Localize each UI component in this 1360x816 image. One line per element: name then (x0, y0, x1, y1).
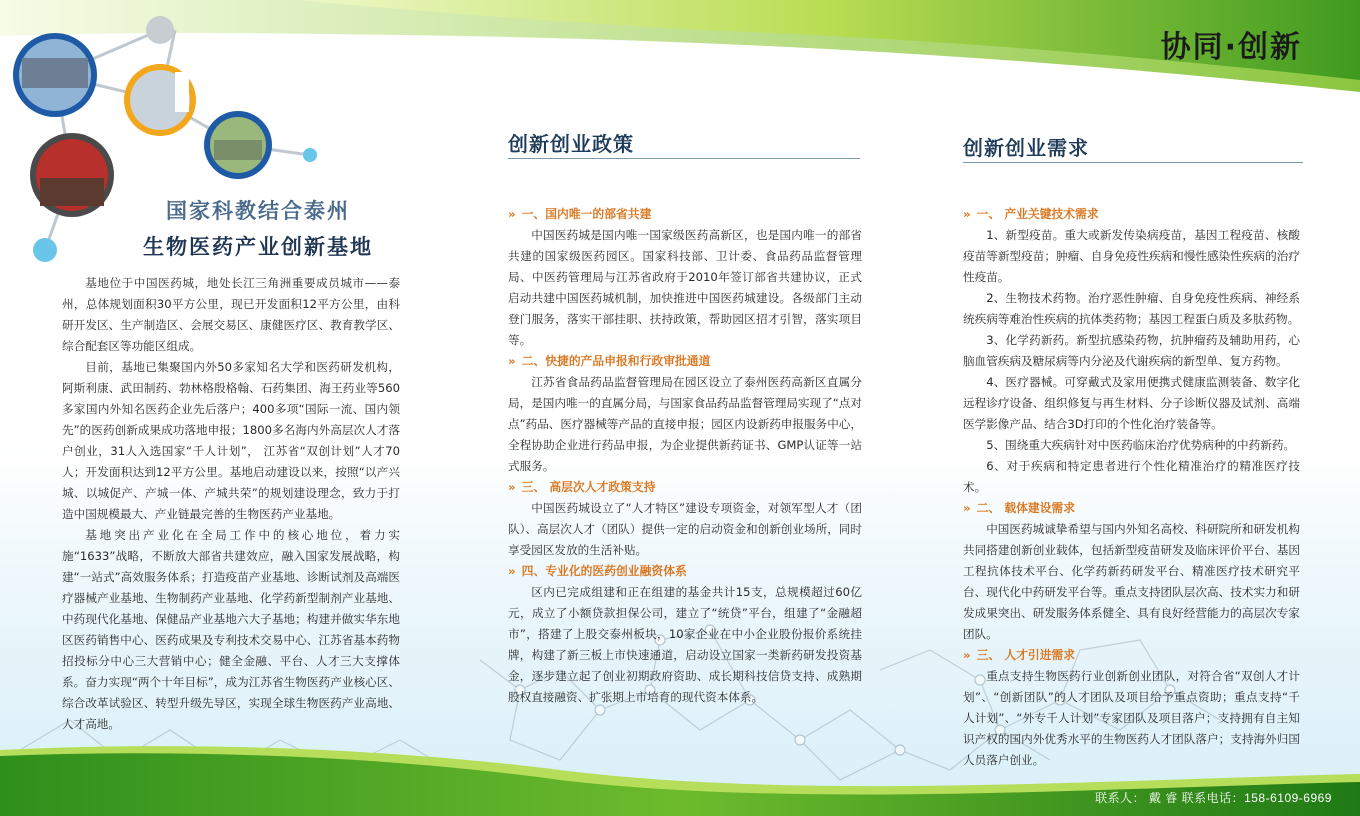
base-paragraph: 基地位于中国医药城，地处长江三角洲重要成员城市——泰州，总体规划面积30平方公里，现已开发面积12平方公里，由科研开发区、生产制造区、会展交易区、康健医疗区、教育教学区、综合配套区等功能区组成。 (62, 276, 400, 353)
policy-text: 中国医药城设立了“人才特区”建设专项资金，对领军型人才（团队）、高层次人才（团队）提供一定的启动资金和创新创业场所，同时享受园区发放的生活补贴。 (508, 501, 862, 557)
policy-heading: » 三、 高层次人才政策支持 (508, 480, 656, 494)
policy-title: 创新创业政策 (508, 132, 634, 156)
policy-text: 中国医药城是国内唯一国家级医药高新区，也是国内唯一的部省共建的国家级医药园区。国家科技部、卫计委、食品药品监督管理局、中医药管理局与江苏省政府于2010年签订部省共建协议，正式启动共建中国医药城机制，加快推进中国医药城建设。各级部门主动登门服务，落实干部挂职、扶持政策，帮助园区招才引智，落实项目等。 (508, 228, 862, 347)
policy-heading: » 四、专业化的医药创业融资体系 (508, 564, 687, 578)
policy-heading: » 二、快捷的产品申报和行政审批通道 (508, 354, 711, 368)
policy-text: 江苏省食品药品监督管理局在园区设立了泰州医药高新区直属分局，是国内唯一的直属分局，与国家食品药品监督管理局实现了“点对点”药品、医疗器械等产品的直接申报；园区内设新药申报服务中心，全程协助企业进行药品申报，为企业提供新药证书、GMP认证等一站式服务。 (508, 375, 862, 473)
base-intro (62, 273, 400, 735)
demand-item: 1、新型疫苗。重大或新发传染病疫苗，基因工程疫苗、核酸疫苗等新型疫苗；肿瘤、自身免疫性疾病和慢性感染性疾病的治疗性疫苗。 (963, 228, 1300, 284)
demand-divider (963, 162, 1303, 163)
demand-item: 中国医药城诚挚希望与国内外知名高校、科研院所和研发机构共同搭建创新创业载体，包括新型疫苗研发及临床评价平台、基因工程抗体技术平台、化学药新药研发平台、精准医疗技术研究平台、现代化中药研发平台等。重点支持团队层次高、技术实力和研发成果突出、研发服务体系健全、具有良好经营能力的高层次专家团队。 (963, 522, 1300, 641)
brand-title: 协同·创新 (1160, 30, 1302, 65)
demand-heading: » 二、 载体建设需求 (963, 501, 1076, 515)
contact-info: 联系人： 戴 睿 联系电话：158-6109-6969 (1095, 791, 1332, 805)
demand-item: 4、医疗器械。可穿戴式及家用便携式健康监测装备、数字化远程诊疗设备、组织修复与再生材料、分子诊断仪器及试剂、高端医学影像产品、结合3D打印的个性化治疗装备等。 (963, 375, 1300, 431)
policy-column (508, 204, 862, 708)
demand-item: 5、围绕重大疾病针对中医药临床治疗优势病种的中药新药。 (986, 438, 1296, 452)
base-paragraph: 目前，基地已集聚国内外50多家知名大学和医药研发机构，阿斯利康、武田制药、勃林格殷格翰、石药集团、海王药业等560多家国内外知名医药企业先后落户；400多项“国际一流、国内领先”的医药创新成果成功落地申报；1800多名海内外高层次人才落户创业，31人入选国家“千人计划”， 江苏省“双创计划”人才70人；开发面积达到12平方公里。基地启动建设以来，按照“以产兴城、以城促产、产城一体、产城共荣”的规划建设理念，致力于打造中国规模最大、产业链最完善的生物医药产业基地。 (62, 360, 400, 521)
demand-item: 6、对于疾病和特定患者进行个性化精准治疗的精准医疗技术。 (963, 459, 1300, 494)
demand-item: 2、生物技术药物。治疗恶性肿瘤、自身免疫性疾病、神经系统疾病等难治性疾病的抗体类药物；基因工程蛋白质及多肽药物。 (963, 291, 1300, 326)
demand-item: 3、化学药新药。新型抗感染药物，抗肿瘤药及辅助用药，心脑血管疾病及糖尿病等内分泌及代谢疾病的新型单、复方药物。 (963, 333, 1300, 368)
base-paragraph: 基地突出产业化在全局工作中的核心地位，着力实施“1633”战略，不断放大部省共建效应，融入国家发展战略，构建“一站式”高效服务体系；打造疫苗产业基地、诊断试剂及高端医疗器械产业基地、生物制药产业基地、化学药新型制剂产业基地、中药现代化基地、保健品产业基地六大子基地；构建并做实华东地区医药销售中心、医药成果及专利技术交易中心、江苏省基本药物招投标分中心三大营销中心；健全金融、平台、人才三大支撑体系。奋力实现“两个十年目标”，成为江苏省生物医药产业核心区、综合改革试验区、转型升级先导区，实现全球生物医药产业高地、人才高地。 (62, 528, 400, 731)
policy-divider (508, 158, 860, 159)
demand-heading: » 三、 人才引进需求 (963, 648, 1076, 662)
base-title (128, 195, 388, 261)
demand-heading: » 一、 产业关键技术需求 (963, 207, 1099, 221)
base-title-line1: 国家科教结合泰州 (166, 199, 350, 223)
demand-item: 重点支持生物医药行业创新创业团队，对符合省“双创人才计划”、“创新团队”的人才团队及项目给予重点资助；重点支持“千人计划”、“外专千人计划”专家团队及项目落户；支持拥有自主知识产权的国内外优秀水平的生物医药人才团队落户；支持海外归国人员落户创业。 (963, 669, 1300, 767)
base-title-line2: 生物医药产业创新基地 (143, 235, 373, 259)
policy-heading: » 一、国内唯一的部省共建 (508, 207, 652, 221)
policy-text: 区内已完成组建和正在组建的基金共计15支，总规模超过60亿元，成立了小额贷款担保公司，建立了“统贷”平台，组建了“金融超市”，搭建了上股交泰州板块，10家企业在中小企业股份报价系统挂牌，构建了新三板上市快速通道，启动设立国家一类新药研发投资基金，逐步建立起了创业初期政府资助、成长期科技信贷支持、成熟期股权直接融资、扩张期上市培育的现代资本体系。 (508, 585, 862, 704)
demand-column (963, 204, 1300, 771)
demand-title: 创新创业需求 (963, 136, 1089, 160)
